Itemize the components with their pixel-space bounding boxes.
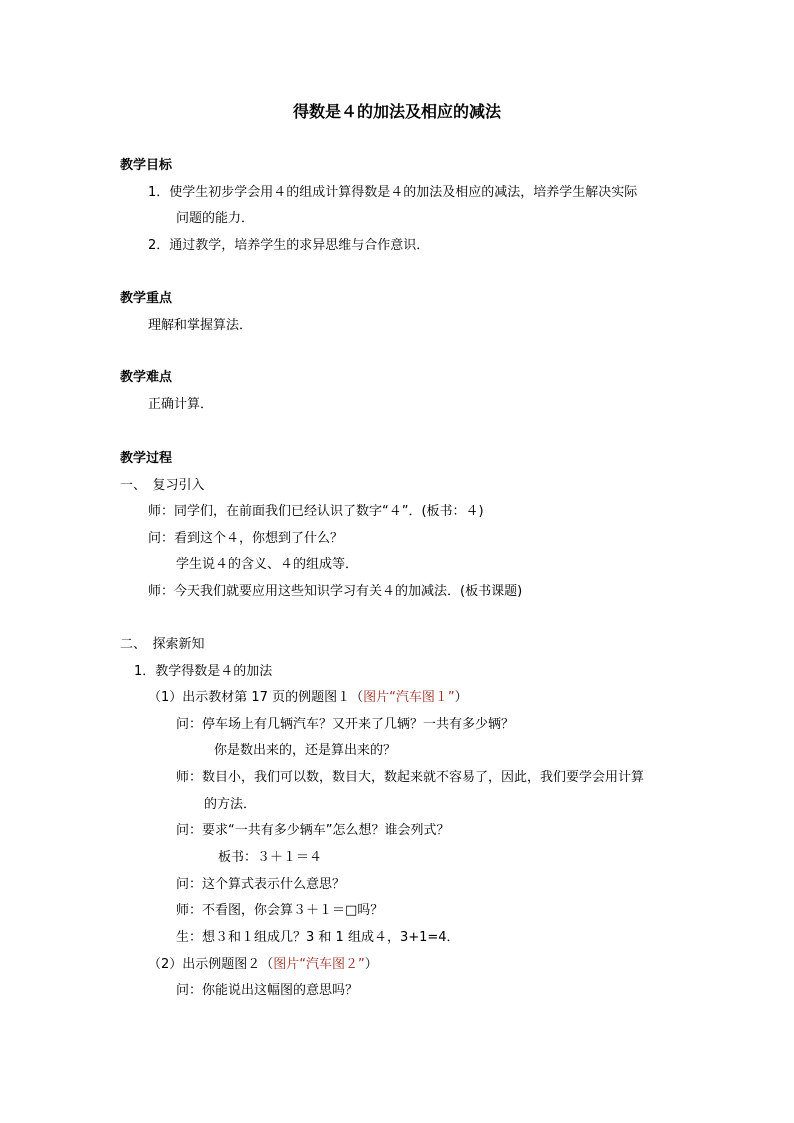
teacher-2: 师：不看图，你会算３＋１＝□吗？	[176, 903, 384, 918]
goal-item-2: 2．通过教学，培养学生的求异思维与合作意识．	[148, 238, 430, 253]
question-1: 问：停车场上有几辆汽车？又开来了几辆？一共有多少辆？	[176, 717, 515, 732]
difficulty-text: 正确计算．	[148, 397, 214, 412]
part1-title: 一、 复习引入	[120, 478, 205, 493]
part1-line-3: 学生说４的含义、４的组成等．	[176, 557, 359, 572]
question-3: 问：这个算式表示什么意思？	[176, 877, 346, 892]
step-1-suffix: ）	[454, 690, 468, 705]
step-2-prefix: （2）出示例题图２（	[148, 957, 274, 972]
section-heading-difficulty: 教学难点	[120, 370, 173, 385]
goal-item-1-cont: 问题的能力．	[176, 211, 255, 226]
part1-line-4: 师：今天我们就要应用这些知识学习有关４的加减法．(板书课题)	[148, 584, 523, 599]
board-writing: 板书：３＋１＝４	[218, 850, 323, 865]
step-2	[148, 956, 378, 974]
teacher-1: 师：数目小，我们可以数，数目大，数起来就不容易了，因此，我们要学会用计算	[176, 770, 645, 785]
part2-sub-1: 1．教学得数是４的加法	[134, 664, 273, 679]
image-link-car-2[interactable]: 图片“汽车图２”	[273, 957, 365, 972]
goal-item-1: 1．使学生初步学会用４的组成计算得数是４的加法及相应的减法，培养学生解决实际	[148, 185, 638, 200]
part2-title: 二、 探索新知	[120, 637, 205, 652]
step-2-suffix: ）	[364, 957, 378, 972]
document-title: 得数是４的加法及相应的减法	[292, 102, 501, 121]
section-heading-goals: 教学目标	[120, 158, 173, 173]
teacher-1-cont: 的方法．	[204, 797, 257, 812]
section-heading-process: 教学过程	[120, 451, 173, 466]
question-2: 问：要求“一共有多少辆车”怎么想？谁会列式？	[176, 823, 450, 838]
key-text: 理解和掌握算法．	[148, 318, 253, 333]
section-heading-key: 教学重点	[120, 291, 173, 306]
question-1-cont: 你是数出来的，还是算出来的？	[214, 743, 397, 758]
image-link-car-1[interactable]: 图片“汽车图１”	[363, 690, 455, 705]
student-1: 生：想３和１组成几？3 和 1 组成４，3+1=4．	[176, 930, 460, 945]
step-1	[148, 689, 468, 707]
part1-line-1: 师：同学们，在前面我们已经认识了数字“４”．(板书：４)	[148, 504, 484, 519]
part1-line-2: 问：看到这个４，你想到了什么？	[148, 531, 344, 546]
question-4: 问：你能说出这幅图的意思吗？	[176, 983, 359, 998]
step-1-prefix: （1）出示教材第 17 页的例题图１（	[148, 690, 364, 705]
